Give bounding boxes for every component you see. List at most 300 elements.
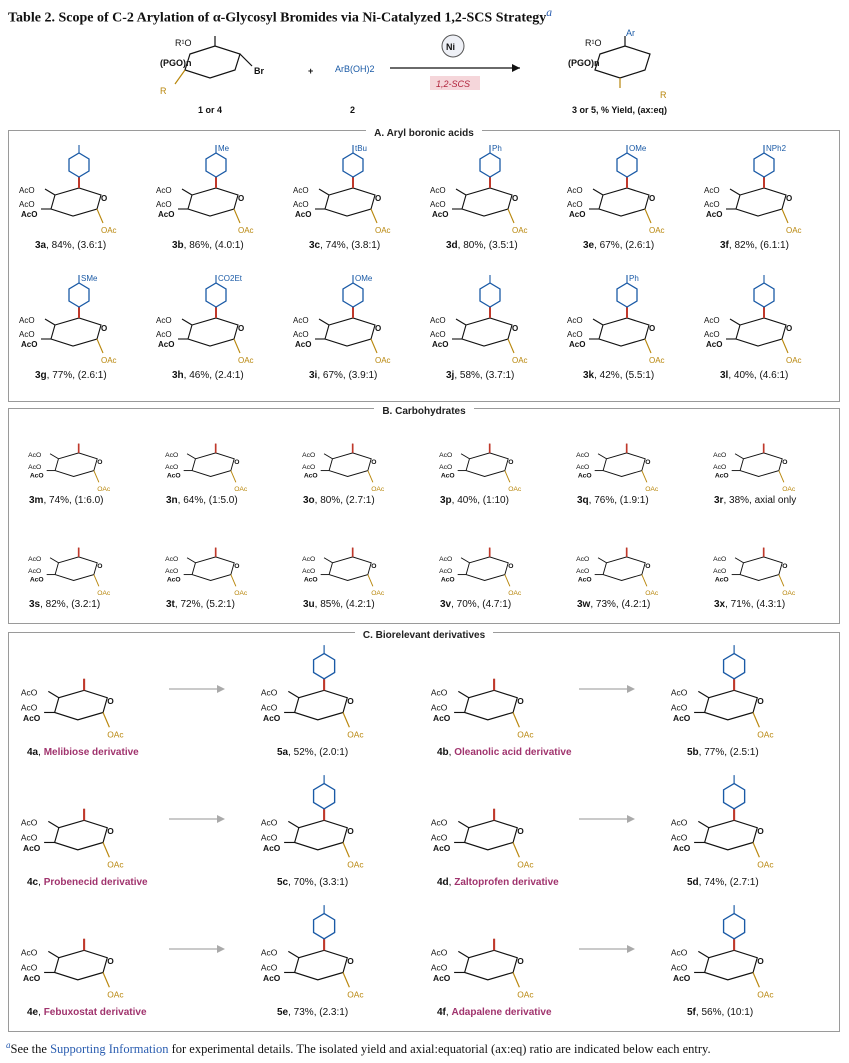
- derivative-name: Zaltoprofen derivative: [454, 877, 559, 888]
- svg-text:R¹O: R¹O: [585, 38, 602, 48]
- compound-id: 3j: [446, 370, 455, 381]
- yield-ratio: , 82%, (6.1:1): [728, 240, 789, 251]
- svg-text:AcO: AcO: [293, 186, 309, 195]
- derivative-name: Melibiose derivative: [43, 747, 139, 758]
- svg-text:Br: Br: [254, 66, 265, 76]
- structure-3m: [17, 415, 137, 495]
- compound-id: 3l: [720, 370, 729, 381]
- yield-ratio: , 86%, (4.0:1): [183, 240, 244, 251]
- svg-text:O: O: [508, 562, 514, 570]
- svg-text:OAc: OAc: [645, 589, 659, 597]
- svg-text:AcO: AcO: [165, 556, 179, 564]
- svg-text:OAc: OAc: [238, 356, 254, 365]
- supporting-information-link[interactable]: Supporting Information: [50, 1042, 169, 1057]
- svg-text:AcO: AcO: [430, 702, 448, 713]
- svg-text:AcO: AcO: [260, 832, 278, 843]
- entry-caption: [583, 240, 654, 251]
- svg-text:OAc: OAc: [101, 356, 117, 365]
- svg-text:AcO: AcO: [706, 210, 723, 219]
- compound-id: 5d: [687, 877, 699, 888]
- svg-text:O: O: [782, 562, 788, 570]
- svg-text:AcO: AcO: [439, 452, 453, 460]
- svg-text:O: O: [234, 458, 240, 466]
- svg-text:O: O: [234, 562, 240, 570]
- svg-text:AcO: AcO: [21, 210, 38, 219]
- svg-text:OAc: OAc: [238, 226, 254, 235]
- svg-text:OAc: OAc: [347, 859, 364, 870]
- svg-text:AcO: AcO: [260, 702, 278, 713]
- svg-text:OAc: OAc: [371, 589, 385, 597]
- structure-3c: [291, 143, 411, 238]
- svg-text:AcO: AcO: [670, 817, 688, 828]
- transform-arrow: [577, 683, 637, 695]
- structure-5b: [667, 643, 797, 743]
- entry-caption: [577, 599, 650, 610]
- svg-text:NPh2: NPh2: [766, 144, 787, 153]
- svg-text:O: O: [97, 458, 103, 466]
- svg-text:AcO: AcO: [158, 340, 175, 349]
- entry-caption: [166, 495, 238, 506]
- svg-text:AcO: AcO: [28, 463, 42, 471]
- structure-3r: [702, 415, 822, 495]
- svg-text:AcO: AcO: [19, 186, 35, 195]
- yield-ratio: , 76%, (1.9:1): [588, 495, 649, 506]
- structure-4a: [17, 643, 147, 743]
- svg-text:OMe: OMe: [629, 144, 647, 153]
- svg-text:AcO: AcO: [713, 452, 727, 460]
- transform-arrow: [167, 943, 227, 955]
- svg-text:OAc: OAc: [757, 729, 774, 740]
- structure-3i: [291, 273, 411, 368]
- svg-text:CO2Et: CO2Et: [218, 274, 243, 283]
- svg-text:AcO: AcO: [263, 972, 281, 983]
- yield-ratio: , 85%, (4.2:1): [314, 599, 375, 610]
- structure-3u: [291, 519, 411, 599]
- svg-text:OAc: OAc: [782, 589, 796, 597]
- structure-4f: [427, 903, 557, 1003]
- svg-text:AcO: AcO: [704, 200, 720, 209]
- svg-text:(PGO)n: (PGO)n: [160, 58, 192, 68]
- compound-id: 4f: [437, 1007, 446, 1018]
- svg-text:AcO: AcO: [19, 200, 35, 209]
- product-label: 3 or 5, % Yield, (ax:eq): [572, 105, 668, 115]
- entry-caption: [277, 747, 348, 758]
- svg-text:AcO: AcO: [670, 962, 688, 973]
- svg-text:O: O: [757, 956, 764, 967]
- svg-text:O: O: [508, 458, 514, 466]
- compound-id: 5a: [277, 747, 289, 758]
- svg-text:AcO: AcO: [29, 576, 44, 584]
- svg-text:OAc: OAc: [375, 356, 391, 365]
- svg-text:OAc: OAc: [512, 356, 528, 365]
- transform-arrow: [577, 813, 637, 825]
- svg-text:AcO: AcO: [166, 576, 181, 584]
- derivative-name: Febuxostat derivative: [43, 1007, 147, 1018]
- svg-text:O: O: [512, 194, 519, 203]
- svg-text:AcO: AcO: [713, 463, 727, 471]
- compound-id: 3t: [166, 599, 175, 610]
- structure-3j: [428, 273, 548, 368]
- panel-b-title: B. Carbohydrates: [374, 406, 473, 417]
- structure-3o: [291, 415, 411, 495]
- entry-caption: [577, 495, 649, 506]
- svg-text:AcO: AcO: [430, 186, 446, 195]
- derivative-caption: 4c, Probenecid derivative: [27, 877, 148, 888]
- derivative-name: Adapalene derivative: [451, 1007, 552, 1018]
- svg-text:O: O: [97, 562, 103, 570]
- entry-caption: [309, 370, 377, 381]
- svg-text:O: O: [238, 194, 245, 203]
- yield-ratio: , 38%, axial only: [723, 495, 797, 506]
- yield-ratio: , 80%, (3.5:1): [457, 240, 518, 251]
- svg-text:AcO: AcO: [20, 702, 38, 713]
- svg-text:O: O: [101, 324, 108, 333]
- svg-text:O: O: [782, 458, 788, 466]
- svg-text:AcO: AcO: [20, 832, 38, 843]
- svg-text:AcO: AcO: [302, 567, 316, 575]
- svg-text:OAc: OAc: [786, 356, 802, 365]
- entry-caption: [720, 370, 788, 381]
- svg-text:O: O: [649, 194, 656, 203]
- yield-ratio: , 58%, (3.7:1): [454, 370, 515, 381]
- yield-ratio: , 71%, (4.3:1): [725, 599, 786, 610]
- svg-text:R: R: [660, 90, 667, 100]
- svg-text:OAc: OAc: [101, 226, 117, 235]
- svg-text:AcO: AcO: [19, 316, 35, 325]
- svg-text:OAc: OAc: [517, 729, 534, 740]
- svg-text:AcO: AcO: [567, 200, 583, 209]
- reaction-scheme: [0, 26, 849, 122]
- product-sugar: [595, 36, 650, 88]
- yield-ratio: , 67%, (2.6:1): [594, 240, 655, 251]
- svg-text:AcO: AcO: [577, 472, 592, 480]
- svg-text:AcO: AcO: [303, 576, 318, 584]
- svg-text:OAc: OAc: [107, 989, 124, 1000]
- compound-id: 5e: [277, 1007, 289, 1018]
- compound-id: 3q: [577, 495, 589, 506]
- entry-caption: [172, 240, 244, 251]
- compound-id: 3u: [303, 599, 315, 610]
- table-title: Table 2. Scope of C-2 Arylation of α-Glycosyl Bromides via Ni-Catalyzed 1,2-SCS Strategy$^a$: [8, 6, 553, 26]
- structure-5a: [257, 643, 387, 743]
- structure-3p: [428, 415, 548, 495]
- derivative-caption: 4e, Febuxostat derivative: [27, 1007, 147, 1018]
- svg-text:AcO: AcO: [714, 576, 729, 584]
- structure-5e: [257, 903, 387, 1003]
- structure-3k: [565, 273, 685, 368]
- catalyst-label: Ni: [446, 42, 455, 52]
- structure-4c: [17, 773, 147, 873]
- yield-ratio: , 84%, (3.6:1): [46, 240, 107, 251]
- svg-text:AcO: AcO: [165, 452, 179, 460]
- entry-caption: [714, 495, 796, 506]
- reactant2-label: 2: [350, 105, 356, 115]
- compound-id: 3r: [714, 495, 724, 506]
- svg-text:O: O: [107, 696, 114, 707]
- yield-ratio: , 74%, (1:6.0): [43, 495, 104, 506]
- entry-caption: [446, 370, 514, 381]
- svg-text:AcO: AcO: [439, 556, 453, 564]
- svg-text:AcO: AcO: [576, 556, 590, 564]
- derivative-caption: 4b, Oleanolic acid derivative: [437, 747, 572, 758]
- panel-biorelevant-derivatives: [8, 632, 840, 1032]
- svg-text:AcO: AcO: [293, 330, 309, 339]
- svg-text:AcO: AcO: [670, 687, 688, 698]
- svg-text:AcO: AcO: [302, 463, 316, 471]
- svg-text:AcO: AcO: [670, 947, 688, 958]
- panel-a-title: A. Aryl boronic acids: [366, 128, 482, 139]
- entry-caption: [309, 240, 380, 251]
- svg-text:AcO: AcO: [166, 472, 181, 480]
- svg-text:AcO: AcO: [576, 452, 590, 460]
- svg-text:AcO: AcO: [430, 330, 446, 339]
- structure-3b: [154, 143, 274, 238]
- svg-text:O: O: [375, 324, 382, 333]
- entry-caption: [714, 599, 785, 610]
- svg-text:OAc: OAc: [234, 485, 248, 493]
- svg-text:O: O: [101, 194, 108, 203]
- compound-id: 5b: [687, 747, 699, 758]
- svg-text:O: O: [512, 324, 519, 333]
- compound-id: 3b: [172, 240, 184, 251]
- svg-text:O: O: [517, 956, 524, 967]
- svg-text:AcO: AcO: [303, 472, 318, 480]
- svg-text:AcO: AcO: [569, 340, 586, 349]
- entry-caption: [303, 495, 375, 506]
- structure-3n: [154, 415, 274, 495]
- compound-id: 4d: [437, 877, 449, 888]
- yield-ratio: , 56%, (10:1): [695, 1007, 754, 1018]
- yield-ratio: , 74%, (3.8:1): [320, 240, 381, 251]
- panel-aryl-boronic-acids: [8, 130, 840, 402]
- svg-text:AcO: AcO: [430, 947, 448, 958]
- svg-text:O: O: [757, 826, 764, 837]
- structure-3h: [154, 273, 274, 368]
- svg-text:OAc: OAc: [97, 589, 111, 597]
- yield-ratio: , 72%, (5.2:1): [174, 599, 235, 610]
- svg-text:AcO: AcO: [263, 712, 281, 723]
- svg-text:AcO: AcO: [263, 842, 281, 853]
- svg-text:O: O: [645, 458, 651, 466]
- svg-text:AcO: AcO: [20, 947, 38, 958]
- structure-3g: [17, 273, 137, 368]
- svg-text:O: O: [347, 826, 354, 837]
- yield-ratio: , 52%, (2.0:1): [288, 747, 349, 758]
- svg-text:OAc: OAc: [512, 226, 528, 235]
- boronic-acid: ArB(OH)2: [335, 64, 375, 74]
- derivative-name: Probenecid derivative: [43, 877, 148, 888]
- compound-id: 3w: [577, 599, 591, 610]
- svg-text:AcO: AcO: [430, 200, 446, 209]
- svg-text:OAc: OAc: [649, 356, 665, 365]
- compound-id: 3f: [720, 240, 729, 251]
- svg-text:AcO: AcO: [302, 452, 316, 460]
- compound-id: 3g: [35, 370, 47, 381]
- svg-text:OAc: OAc: [371, 485, 385, 493]
- svg-text:AcO: AcO: [295, 340, 312, 349]
- structure-3q: [565, 415, 685, 495]
- title-footnote-mark: a: [546, 6, 553, 19]
- svg-text:AcO: AcO: [295, 210, 312, 219]
- structure-4b: [427, 643, 557, 743]
- entry-caption: [172, 370, 244, 381]
- svg-text:AcO: AcO: [714, 472, 729, 480]
- svg-text:AcO: AcO: [704, 186, 720, 195]
- derivative-caption: 4d, Zaltoprofen derivative: [437, 877, 559, 888]
- svg-text:OAc: OAc: [757, 989, 774, 1000]
- structure-5f: [667, 903, 797, 1003]
- compound-id: 5f: [687, 1007, 696, 1018]
- svg-text:AcO: AcO: [302, 556, 316, 564]
- svg-text:OAc: OAc: [97, 485, 111, 493]
- svg-text:OMe: OMe: [355, 274, 373, 283]
- compound-id: 3o: [303, 495, 315, 506]
- yield-ratio: , 82%, (3.2:1): [40, 599, 101, 610]
- svg-text:AcO: AcO: [576, 463, 590, 471]
- svg-text:AcO: AcO: [260, 947, 278, 958]
- yield-ratio: , 40%, (4.6:1): [728, 370, 789, 381]
- svg-text:AcO: AcO: [165, 567, 179, 575]
- svg-text:O: O: [371, 458, 377, 466]
- svg-text:AcO: AcO: [28, 452, 42, 460]
- svg-text:O: O: [517, 696, 524, 707]
- entry-caption: [720, 240, 789, 251]
- svg-text:AcO: AcO: [440, 576, 455, 584]
- svg-text:Me: Me: [218, 144, 230, 153]
- entry-caption: [35, 370, 107, 381]
- svg-text:O: O: [517, 826, 524, 837]
- svg-text:AcO: AcO: [439, 567, 453, 575]
- yield-ratio: , 74%, (2.7:1): [698, 877, 759, 888]
- svg-text:AcO: AcO: [670, 702, 688, 713]
- svg-text:OAc: OAc: [786, 226, 802, 235]
- plus-sign: +: [308, 66, 314, 76]
- structure-5c: [257, 773, 387, 873]
- svg-text:AcO: AcO: [20, 962, 38, 973]
- table-footnote: $^a$See the Supporting Information for experimental details. The isolated yield and axial:equatorial (ax:eq) ratio are indicated below each entry.: [6, 1040, 711, 1057]
- structure-5d: [667, 773, 797, 873]
- entry-caption: [583, 370, 654, 381]
- svg-text:O: O: [107, 956, 114, 967]
- strategy-label: 1,2-SCS: [436, 79, 471, 89]
- yield-ratio: , 80%, (2.7:1): [314, 495, 375, 506]
- svg-text:R: R: [160, 86, 167, 96]
- svg-text:AcO: AcO: [23, 842, 41, 853]
- yield-ratio: , 77%, (2.6:1): [46, 370, 107, 381]
- svg-text:AcO: AcO: [440, 472, 455, 480]
- svg-text:O: O: [786, 324, 793, 333]
- svg-text:OAc: OAc: [517, 859, 534, 870]
- structure-3v: [428, 519, 548, 599]
- svg-text:O: O: [757, 696, 764, 707]
- svg-text:OAc: OAc: [508, 589, 522, 597]
- svg-text:(PGO)n: (PGO)n: [568, 58, 600, 68]
- svg-text:Ar: Ar: [626, 28, 635, 38]
- yield-ratio: , 70%, (4.7:1): [451, 599, 512, 610]
- svg-text:AcO: AcO: [158, 210, 175, 219]
- svg-text:tBu: tBu: [355, 144, 368, 153]
- svg-text:AcO: AcO: [430, 832, 448, 843]
- compound-id: 3p: [440, 495, 452, 506]
- svg-text:AcO: AcO: [165, 463, 179, 471]
- svg-text:AcO: AcO: [28, 567, 42, 575]
- yield-ratio: , 46%, (2.4:1): [183, 370, 244, 381]
- svg-text:AcO: AcO: [433, 712, 451, 723]
- compound-id: 4c: [27, 877, 39, 888]
- compound-id: 3h: [172, 370, 184, 381]
- yield-ratio: , 73%, (4.2:1): [590, 599, 651, 610]
- svg-text:AcO: AcO: [577, 576, 592, 584]
- svg-text:AcO: AcO: [23, 972, 41, 983]
- panel-carbohydrates: [8, 408, 840, 624]
- compound-id: 3e: [583, 240, 595, 251]
- compound-id: 5c: [277, 877, 289, 888]
- compound-id: 3k: [583, 370, 595, 381]
- svg-text:AcO: AcO: [433, 842, 451, 853]
- svg-text:O: O: [786, 194, 793, 203]
- structure-3e: [565, 143, 685, 238]
- svg-text:AcO: AcO: [433, 972, 451, 983]
- svg-text:O: O: [649, 324, 656, 333]
- svg-text:R¹O: R¹O: [175, 38, 192, 48]
- svg-text:OAc: OAc: [347, 729, 364, 740]
- svg-text:AcO: AcO: [713, 567, 727, 575]
- svg-text:AcO: AcO: [673, 712, 691, 723]
- svg-text:AcO: AcO: [19, 330, 35, 339]
- transform-arrow: [577, 943, 637, 955]
- entry-caption: [29, 599, 100, 610]
- yield-ratio: , 40%, (1:10): [451, 495, 509, 506]
- entry-caption: [29, 495, 103, 506]
- svg-text:AcO: AcO: [29, 472, 44, 480]
- svg-text:AcO: AcO: [293, 316, 309, 325]
- svg-text:Ph: Ph: [492, 144, 502, 153]
- yield-ratio: , 77%, (2.5:1): [698, 747, 759, 758]
- compound-id: 3d: [446, 240, 458, 251]
- svg-text:OAc: OAc: [757, 859, 774, 870]
- entry-caption: [687, 877, 759, 888]
- svg-text:AcO: AcO: [260, 962, 278, 973]
- compound-id: 3x: [714, 599, 726, 610]
- svg-text:AcO: AcO: [156, 186, 172, 195]
- svg-text:OAc: OAc: [645, 485, 659, 493]
- compound-id: 3c: [309, 240, 321, 251]
- svg-text:OAc: OAc: [347, 989, 364, 1000]
- compound-id: 3s: [29, 599, 41, 610]
- svg-text:OAc: OAc: [508, 485, 522, 493]
- svg-text:AcO: AcO: [569, 210, 586, 219]
- compound-id: 3v: [440, 599, 452, 610]
- structure-3f: [702, 143, 822, 238]
- svg-text:AcO: AcO: [432, 340, 449, 349]
- svg-text:AcO: AcO: [430, 962, 448, 973]
- svg-text:AcO: AcO: [704, 316, 720, 325]
- yield-ratio: , 64%, (1:5.0): [177, 495, 238, 506]
- panel-c-title: C. Biorelevant derivatives: [355, 630, 493, 641]
- svg-text:AcO: AcO: [28, 556, 42, 564]
- reactant1-label: 1 or 4: [198, 105, 223, 115]
- svg-text:OAc: OAc: [649, 226, 665, 235]
- entry-caption: [35, 240, 106, 251]
- transform-arrow: [167, 813, 227, 825]
- svg-text:O: O: [107, 826, 114, 837]
- svg-text:AcO: AcO: [670, 832, 688, 843]
- structure-3x: [702, 519, 822, 599]
- svg-text:O: O: [238, 324, 245, 333]
- svg-text:SMe: SMe: [81, 274, 98, 283]
- transform-arrow: [167, 683, 227, 695]
- compound-id: 4b: [437, 747, 449, 758]
